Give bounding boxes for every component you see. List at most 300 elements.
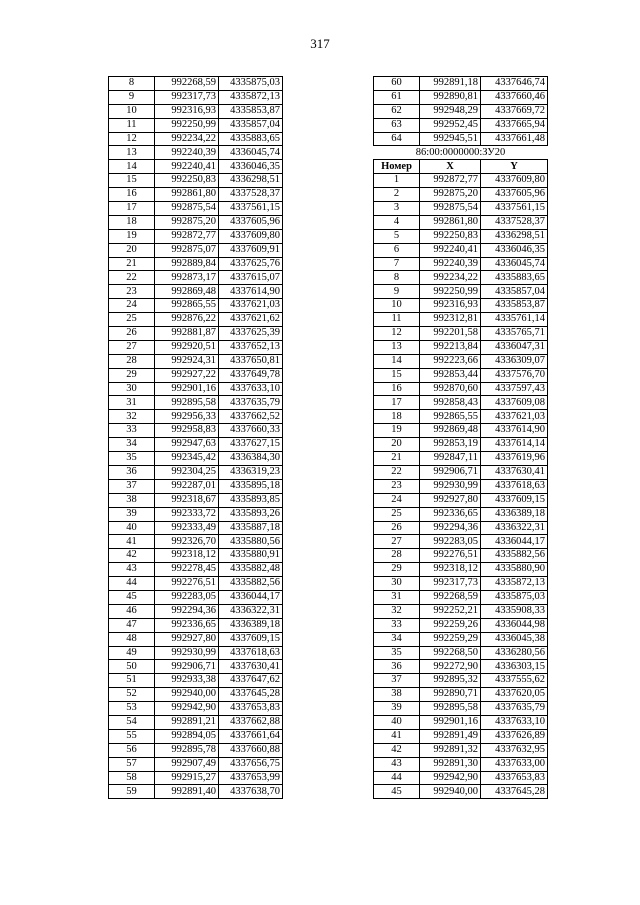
x-coordinate-cell: 992956,33 xyxy=(155,410,219,424)
x-coordinate-cell: 992873,17 xyxy=(155,271,219,285)
x-coordinate-cell: 992861,80 xyxy=(155,188,219,202)
x-coordinate-cell: 992947,63 xyxy=(155,438,219,452)
point-number-cell: 25 xyxy=(109,313,155,327)
point-number-cell: 14 xyxy=(109,160,155,174)
x-coordinate-cell: 992927,80 xyxy=(420,493,481,507)
table-row xyxy=(374,757,548,771)
x-coordinate-cell: 992870,60 xyxy=(420,382,481,396)
table-row xyxy=(374,354,548,368)
table-row xyxy=(109,549,283,563)
y-coordinate-cell: 4336384,30 xyxy=(219,452,283,466)
y-coordinate-cell: 4337609,91 xyxy=(219,243,283,257)
table-caption-row xyxy=(374,146,548,160)
cadastral-number-caption: 86:00:0000000:ЗУ20 xyxy=(415,146,506,158)
header-number: Номер xyxy=(374,160,420,174)
point-number-cell: 38 xyxy=(374,688,420,702)
point-number-cell: 31 xyxy=(109,396,155,410)
x-coordinate-cell: 992945,51 xyxy=(420,132,481,146)
point-number-cell: 6 xyxy=(374,243,420,257)
table-row xyxy=(374,632,548,646)
x-coordinate-cell: 992858,43 xyxy=(420,396,481,410)
x-coordinate-cell: 992853,44 xyxy=(420,368,481,382)
table-row xyxy=(374,577,548,591)
table-row xyxy=(109,604,283,618)
table-row xyxy=(374,702,548,716)
x-coordinate-cell: 992861,80 xyxy=(420,215,481,229)
point-number-cell: 10 xyxy=(374,299,420,313)
point-number-cell: 16 xyxy=(109,188,155,202)
x-coordinate-cell: 992930,99 xyxy=(155,646,219,660)
y-coordinate-cell: 4337605,96 xyxy=(481,188,548,202)
y-coordinate-cell: 4337645,28 xyxy=(219,688,283,702)
x-coordinate-cell: 992930,99 xyxy=(420,479,481,493)
table-header-row xyxy=(374,160,548,174)
table-row xyxy=(109,618,283,632)
x-coordinate-cell: 992268,59 xyxy=(155,77,219,91)
y-coordinate-cell: 4336322,31 xyxy=(481,521,548,535)
x-coordinate-cell: 992336,65 xyxy=(420,507,481,521)
table-row xyxy=(374,396,548,410)
table-row xyxy=(374,674,548,688)
y-coordinate-cell: 4335872,13 xyxy=(481,577,548,591)
table-row xyxy=(109,368,283,382)
point-number-cell: 9 xyxy=(374,285,420,299)
point-number-cell: 64 xyxy=(374,132,420,146)
point-number-cell: 14 xyxy=(374,354,420,368)
x-coordinate-cell: 992278,45 xyxy=(155,563,219,577)
point-number-cell: 46 xyxy=(109,604,155,618)
y-coordinate-cell: 4336045,74 xyxy=(219,146,283,160)
x-coordinate-cell: 992316,93 xyxy=(155,104,219,118)
point-number-cell: 11 xyxy=(109,118,155,132)
point-number-cell: 24 xyxy=(374,493,420,507)
table-row xyxy=(374,410,548,424)
table-row xyxy=(374,604,548,618)
point-number-cell: 28 xyxy=(109,354,155,368)
x-coordinate-cell: 992875,20 xyxy=(420,188,481,202)
y-coordinate-cell: 4335857,04 xyxy=(481,285,548,299)
table-row xyxy=(109,632,283,646)
point-number-cell: 40 xyxy=(374,715,420,729)
table-row xyxy=(109,452,283,466)
table-row xyxy=(109,521,283,535)
table-row xyxy=(374,452,548,466)
y-coordinate-cell: 4335883,65 xyxy=(219,132,283,146)
x-coordinate-cell: 992304,25 xyxy=(155,465,219,479)
y-coordinate-cell: 4337662,88 xyxy=(219,715,283,729)
x-coordinate-cell: 992890,71 xyxy=(420,688,481,702)
y-coordinate-cell: 4335893,85 xyxy=(219,493,283,507)
point-number-cell: 33 xyxy=(374,618,420,632)
table-row xyxy=(109,77,283,91)
x-coordinate-cell: 992853,19 xyxy=(420,438,481,452)
table-row xyxy=(374,285,548,299)
table-row xyxy=(109,202,283,216)
table-row xyxy=(374,729,548,743)
y-coordinate-cell: 4335882,56 xyxy=(219,577,283,591)
header-y: Y xyxy=(481,160,548,174)
table-row xyxy=(374,479,548,493)
y-coordinate-cell: 4335853,87 xyxy=(219,104,283,118)
point-number-cell: 45 xyxy=(374,785,420,799)
y-coordinate-cell: 4335880,91 xyxy=(219,549,283,563)
x-coordinate-cell: 992294,36 xyxy=(420,521,481,535)
y-coordinate-cell: 4336046,35 xyxy=(219,160,283,174)
point-number-cell: 36 xyxy=(109,465,155,479)
table-row xyxy=(374,257,548,271)
y-coordinate-cell: 4335887,18 xyxy=(219,521,283,535)
point-number-cell: 8 xyxy=(374,271,420,285)
table-row xyxy=(374,229,548,243)
table-row xyxy=(109,285,283,299)
y-coordinate-cell: 4337662,52 xyxy=(219,410,283,424)
table-row xyxy=(109,299,283,313)
point-number-cell: 55 xyxy=(109,729,155,743)
x-coordinate-cell: 992272,90 xyxy=(420,660,481,674)
y-coordinate-cell: 4337646,74 xyxy=(481,77,548,91)
table-row xyxy=(374,299,548,313)
y-coordinate-cell: 4337647,62 xyxy=(219,674,283,688)
x-coordinate-cell: 992915,27 xyxy=(155,771,219,785)
point-number-cell: 13 xyxy=(109,146,155,160)
table-row xyxy=(374,313,548,327)
y-coordinate-cell: 4337576,70 xyxy=(481,368,548,382)
y-coordinate-cell: 4337630,41 xyxy=(219,660,283,674)
table-row xyxy=(109,174,283,188)
x-coordinate-cell: 992252,21 xyxy=(420,604,481,618)
x-coordinate-cell: 992895,58 xyxy=(155,396,219,410)
point-number-cell: 13 xyxy=(374,340,420,354)
x-coordinate-cell: 992276,51 xyxy=(155,577,219,591)
table-row xyxy=(374,660,548,674)
y-coordinate-cell: 4337597,43 xyxy=(481,382,548,396)
y-coordinate-cell: 4337665,94 xyxy=(481,118,548,132)
y-coordinate-cell: 4337618,63 xyxy=(481,479,548,493)
table-row xyxy=(374,465,548,479)
point-number-cell: 40 xyxy=(109,521,155,535)
x-coordinate-cell: 992933,38 xyxy=(155,674,219,688)
point-number-cell: 34 xyxy=(109,438,155,452)
y-coordinate-cell: 4337528,37 xyxy=(219,188,283,202)
x-coordinate-cell: 992875,20 xyxy=(155,215,219,229)
x-coordinate-cell: 992895,78 xyxy=(155,743,219,757)
x-coordinate-cell: 992287,01 xyxy=(155,479,219,493)
point-number-cell: 24 xyxy=(109,299,155,313)
page-number: 317 xyxy=(310,36,330,51)
y-coordinate-cell: 4335872,13 xyxy=(219,90,283,104)
point-number-cell: 20 xyxy=(374,438,420,452)
x-coordinate-cell: 992333,72 xyxy=(155,507,219,521)
table-row xyxy=(109,132,283,146)
point-number-cell: 35 xyxy=(374,646,420,660)
x-coordinate-cell: 992250,99 xyxy=(420,285,481,299)
point-number-cell: 8 xyxy=(109,77,155,91)
table-row xyxy=(374,438,548,452)
y-coordinate-cell: 4336280,56 xyxy=(481,646,548,660)
y-coordinate-cell: 4336389,18 xyxy=(481,507,548,521)
point-number-cell: 42 xyxy=(374,743,420,757)
point-number-cell: 48 xyxy=(109,632,155,646)
point-number-cell: 29 xyxy=(374,563,420,577)
x-coordinate-cell: 992240,39 xyxy=(155,146,219,160)
x-coordinate-cell: 992317,73 xyxy=(420,577,481,591)
header-x: X xyxy=(420,160,481,174)
table-row xyxy=(109,396,283,410)
point-number-cell: 44 xyxy=(109,577,155,591)
y-coordinate-cell: 4337561,15 xyxy=(481,202,548,216)
table-row xyxy=(109,215,283,229)
x-coordinate-cell: 992891,18 xyxy=(420,77,481,91)
x-coordinate-cell: 992318,12 xyxy=(155,549,219,563)
table-row xyxy=(374,424,548,438)
x-coordinate-cell: 992312,81 xyxy=(420,313,481,327)
x-coordinate-cell: 992920,51 xyxy=(155,340,219,354)
point-number-cell: 60 xyxy=(374,77,420,91)
y-coordinate-cell: 4337656,75 xyxy=(219,757,283,771)
x-coordinate-cell: 992250,83 xyxy=(420,229,481,243)
table-row xyxy=(109,313,283,327)
x-coordinate-cell: 992283,05 xyxy=(155,590,219,604)
y-coordinate-cell: 4337661,48 xyxy=(481,132,548,146)
y-coordinate-cell: 4337633,00 xyxy=(481,757,548,771)
table-row xyxy=(109,104,283,118)
y-coordinate-cell: 4335882,48 xyxy=(219,563,283,577)
x-coordinate-cell: 992891,49 xyxy=(420,729,481,743)
point-number-cell: 47 xyxy=(109,618,155,632)
table-row xyxy=(374,521,548,535)
table-row xyxy=(109,160,283,174)
point-number-cell: 31 xyxy=(374,590,420,604)
point-number-cell: 37 xyxy=(374,674,420,688)
x-coordinate-cell: 992276,51 xyxy=(420,549,481,563)
point-number-cell: 39 xyxy=(109,507,155,521)
x-coordinate-cell: 992318,67 xyxy=(155,493,219,507)
table-row xyxy=(109,743,283,757)
point-number-cell: 58 xyxy=(109,771,155,785)
y-coordinate-cell: 4336044,98 xyxy=(481,618,548,632)
x-coordinate-cell: 992283,05 xyxy=(420,535,481,549)
point-number-cell: 51 xyxy=(109,674,155,688)
y-coordinate-cell: 4337638,70 xyxy=(219,785,283,799)
x-coordinate-cell: 992213,84 xyxy=(420,340,481,354)
x-coordinate-cell: 992890,81 xyxy=(420,90,481,104)
table-row xyxy=(374,507,548,521)
table-row xyxy=(374,340,548,354)
x-coordinate-cell: 992250,99 xyxy=(155,118,219,132)
point-number-cell: 26 xyxy=(109,327,155,341)
x-coordinate-cell: 992869,48 xyxy=(420,424,481,438)
point-number-cell: 10 xyxy=(109,104,155,118)
point-number-cell: 45 xyxy=(109,590,155,604)
y-coordinate-cell: 4337614,90 xyxy=(481,424,548,438)
y-coordinate-cell: 4337626,89 xyxy=(481,729,548,743)
table-row xyxy=(109,660,283,674)
x-coordinate-cell: 992336,65 xyxy=(155,618,219,632)
x-coordinate-cell: 992250,83 xyxy=(155,174,219,188)
table-row xyxy=(109,729,283,743)
point-number-cell: 18 xyxy=(109,215,155,229)
point-number-cell: 17 xyxy=(374,396,420,410)
x-coordinate-cell: 992240,41 xyxy=(420,243,481,257)
table-row xyxy=(374,174,548,188)
y-coordinate-cell: 4337652,13 xyxy=(219,340,283,354)
point-number-cell: 1 xyxy=(374,174,420,188)
x-coordinate-cell: 992865,55 xyxy=(420,410,481,424)
y-coordinate-cell: 4335895,18 xyxy=(219,479,283,493)
y-coordinate-cell: 4336047,31 xyxy=(481,340,548,354)
x-coordinate-cell: 992259,29 xyxy=(420,632,481,646)
right-coordinates-table xyxy=(373,76,548,799)
x-coordinate-cell: 992895,32 xyxy=(420,674,481,688)
table-row xyxy=(374,327,548,341)
y-coordinate-cell: 4336045,38 xyxy=(481,632,548,646)
table-row xyxy=(109,257,283,271)
x-coordinate-cell: 992952,45 xyxy=(420,118,481,132)
x-coordinate-cell: 992234,22 xyxy=(420,271,481,285)
y-coordinate-cell: 4335893,26 xyxy=(219,507,283,521)
table-row xyxy=(109,771,283,785)
point-number-cell: 9 xyxy=(109,90,155,104)
point-number-cell: 33 xyxy=(109,424,155,438)
y-coordinate-cell: 4335883,65 xyxy=(481,271,548,285)
point-number-cell: 25 xyxy=(374,507,420,521)
point-number-cell: 17 xyxy=(109,202,155,216)
point-number-cell: 23 xyxy=(374,479,420,493)
y-coordinate-cell: 4337632,95 xyxy=(481,743,548,757)
y-coordinate-cell: 4337614,90 xyxy=(219,285,283,299)
x-coordinate-cell: 992875,07 xyxy=(155,243,219,257)
table-row xyxy=(374,368,548,382)
x-coordinate-cell: 992906,71 xyxy=(155,660,219,674)
y-coordinate-cell: 4336298,51 xyxy=(481,229,548,243)
x-coordinate-cell: 992881,87 xyxy=(155,327,219,341)
x-coordinate-cell: 992240,41 xyxy=(155,160,219,174)
table-row xyxy=(109,785,283,799)
y-coordinate-cell: 4337609,15 xyxy=(219,632,283,646)
point-number-cell: 35 xyxy=(109,452,155,466)
point-number-cell: 32 xyxy=(109,410,155,424)
y-coordinate-cell: 4335908,33 xyxy=(481,604,548,618)
x-coordinate-cell: 992891,30 xyxy=(420,757,481,771)
y-coordinate-cell: 4337621,03 xyxy=(219,299,283,313)
point-number-cell: 22 xyxy=(109,271,155,285)
table-row xyxy=(109,702,283,716)
point-number-cell: 54 xyxy=(109,715,155,729)
y-coordinate-cell: 4337609,15 xyxy=(481,493,548,507)
table-row xyxy=(374,243,548,257)
point-number-cell: 44 xyxy=(374,771,420,785)
table-row xyxy=(109,340,283,354)
x-coordinate-cell: 992326,70 xyxy=(155,535,219,549)
point-number-cell: 27 xyxy=(109,340,155,354)
table-row xyxy=(374,77,548,91)
x-coordinate-cell: 992345,42 xyxy=(155,452,219,466)
table-row xyxy=(109,688,283,702)
x-coordinate-cell: 992294,36 xyxy=(155,604,219,618)
table-row xyxy=(109,90,283,104)
y-coordinate-cell: 4337625,39 xyxy=(219,327,283,341)
y-coordinate-cell: 4337630,41 xyxy=(481,465,548,479)
table-row xyxy=(374,688,548,702)
table-row xyxy=(374,646,548,660)
y-coordinate-cell: 4337653,83 xyxy=(481,771,548,785)
y-coordinate-cell: 4335882,56 xyxy=(481,549,548,563)
y-coordinate-cell: 4337635,79 xyxy=(219,396,283,410)
point-number-cell: 19 xyxy=(374,424,420,438)
point-number-cell: 23 xyxy=(109,285,155,299)
x-coordinate-cell: 992872,77 xyxy=(155,229,219,243)
y-coordinate-cell: 4337609,08 xyxy=(481,396,548,410)
point-number-cell: 62 xyxy=(374,104,420,118)
y-coordinate-cell: 4337625,76 xyxy=(219,257,283,271)
y-coordinate-cell: 4337653,99 xyxy=(219,771,283,785)
point-number-cell: 59 xyxy=(109,785,155,799)
table-row xyxy=(374,590,548,604)
y-coordinate-cell: 4337561,15 xyxy=(219,202,283,216)
y-coordinate-cell: 4337621,62 xyxy=(219,313,283,327)
x-coordinate-cell: 992875,54 xyxy=(155,202,219,216)
table-row xyxy=(374,188,548,202)
y-coordinate-cell: 4337635,79 xyxy=(481,702,548,716)
point-number-cell: 37 xyxy=(109,479,155,493)
y-coordinate-cell: 4336303,15 xyxy=(481,660,548,674)
point-number-cell: 5 xyxy=(374,229,420,243)
left-coordinates-table xyxy=(108,76,283,799)
x-coordinate-cell: 992894,05 xyxy=(155,729,219,743)
table-row xyxy=(109,410,283,424)
point-number-cell: 28 xyxy=(374,549,420,563)
point-number-cell: 43 xyxy=(109,563,155,577)
table-row xyxy=(109,674,283,688)
x-coordinate-cell: 992942,90 xyxy=(420,771,481,785)
table-row xyxy=(109,757,283,771)
y-coordinate-cell: 4336044,17 xyxy=(219,590,283,604)
y-coordinate-cell: 4337649,78 xyxy=(219,368,283,382)
y-coordinate-cell: 4337528,37 xyxy=(481,215,548,229)
table-row xyxy=(374,493,548,507)
point-number-cell: 15 xyxy=(109,174,155,188)
x-coordinate-cell: 992318,12 xyxy=(420,563,481,577)
point-number-cell: 32 xyxy=(374,604,420,618)
y-coordinate-cell: 4336298,51 xyxy=(219,174,283,188)
x-coordinate-cell: 992847,11 xyxy=(420,452,481,466)
table-row xyxy=(374,104,548,118)
y-coordinate-cell: 4337615,07 xyxy=(219,271,283,285)
x-coordinate-cell: 992865,55 xyxy=(155,299,219,313)
y-coordinate-cell: 4337614,14 xyxy=(481,438,548,452)
y-coordinate-cell: 4337633,10 xyxy=(219,382,283,396)
y-coordinate-cell: 4337653,83 xyxy=(219,702,283,716)
point-number-cell: 3 xyxy=(374,202,420,216)
y-coordinate-cell: 4337620,05 xyxy=(481,688,548,702)
x-coordinate-cell: 992924,31 xyxy=(155,354,219,368)
y-coordinate-cell: 4335765,71 xyxy=(481,327,548,341)
point-number-cell: 2 xyxy=(374,188,420,202)
table-row xyxy=(109,188,283,202)
x-coordinate-cell: 992259,26 xyxy=(420,618,481,632)
point-number-cell: 41 xyxy=(374,729,420,743)
table-row xyxy=(374,271,548,285)
y-coordinate-cell: 4335875,03 xyxy=(219,77,283,91)
y-coordinate-cell: 4336044,17 xyxy=(481,535,548,549)
table-row xyxy=(374,715,548,729)
table-row xyxy=(374,563,548,577)
point-number-cell: 16 xyxy=(374,382,420,396)
table-row xyxy=(374,549,548,563)
y-coordinate-cell: 4336309,07 xyxy=(481,354,548,368)
y-coordinate-cell: 4337645,28 xyxy=(481,785,548,799)
y-coordinate-cell: 4337669,72 xyxy=(481,104,548,118)
